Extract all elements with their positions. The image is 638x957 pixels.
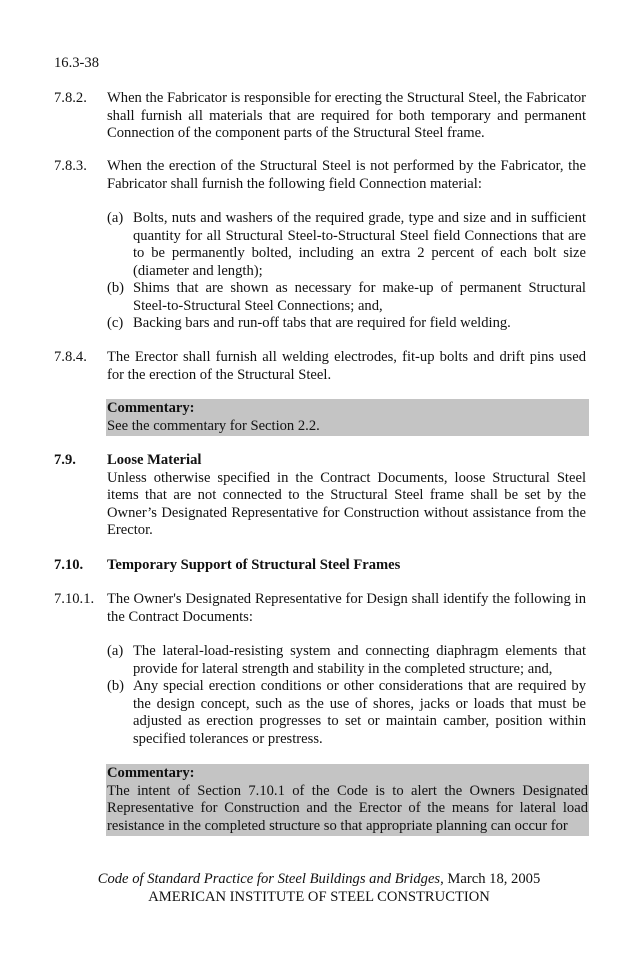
footer-date: , March 18, 2005	[440, 871, 541, 887]
section-title: Temporary Support of Structural Steel Frames	[107, 557, 401, 573]
section-7-10-1	[54, 591, 586, 626]
commentary-box	[106, 764, 589, 836]
list-item	[107, 678, 586, 748]
section-7-8-3	[54, 158, 586, 193]
section-text: When the erection of the Structural Steel is not performed by the Fabricator, the Fabricator shall furnish the following field Connection material:	[107, 158, 586, 192]
section-number: 7.8.3.	[54, 158, 87, 174]
footer	[0, 871, 638, 906]
commentary-text: The intent of Section 7.10.1 of the Code is to alert the Owners Designated Representative for Construction and the Erector of the means for lateral load resistance in the completed structure so that appropriate planning can occur for	[107, 782, 588, 834]
page-number: 16.3-38	[54, 55, 99, 71]
section-text: When the Fabricator is responsible for erecting the Structural Steel, the Fabricator shall furnish all materials that are required for both temporary and permanent Connection of the component parts of the Structural Steel frame.	[107, 90, 586, 142]
list-label: (b)	[107, 678, 125, 694]
section-7-8-2	[54, 90, 586, 143]
footer-title: Code of Standard Practice for Steel Buildings and Bridges	[97, 871, 441, 887]
section-text: The Owner's Designated Representative for Design shall identify the following in the Contract Documents:	[107, 591, 586, 625]
section-number: 7.8.4.	[54, 349, 87, 365]
section-7-10	[54, 557, 586, 575]
section-number: 7.10.	[54, 557, 84, 573]
list-item	[107, 210, 586, 280]
section-number: 7.10.1.	[54, 591, 95, 607]
list-text: Shims that are shown as necessary for make-up of permanent Structural Steel-to-Structural Steel Connections; and,	[133, 280, 586, 314]
list-text: Any special erection conditions or other considerations that are required by the design concept, such as the use of shores, jacks or loads that must be adjusted as erection progresses to set or maintain camber, position within specified tolerances or prestress.	[133, 678, 586, 747]
footer-org: AMERICAN INSTITUTE OF STEEL CONSTRUCTION	[148, 888, 490, 905]
commentary-heading: Commentary:	[107, 400, 195, 416]
section-number: 7.9.	[54, 452, 76, 468]
commentary-box	[106, 399, 589, 436]
list-item	[107, 280, 586, 315]
section-7-8-4	[54, 349, 586, 384]
list-label: (b)	[107, 280, 125, 296]
section-text: The Erector shall furnish all welding electrodes, fit-up bolts and drift pins used for the erection of the Structural Steel.	[107, 349, 586, 383]
list-label: (a)	[107, 643, 124, 659]
list-item	[107, 643, 586, 678]
list-text: Backing bars and run-off tabs that are required for field welding.	[133, 315, 511, 331]
commentary-text: See the commentary for Section 2.2.	[107, 417, 320, 434]
list-label: (a)	[107, 210, 124, 226]
list-label: (c)	[107, 315, 124, 331]
list-text: The lateral-load-resisting system and connecting diaphragm elements that provide for lateral strength and stability in the completed structure; and,	[133, 643, 586, 677]
section-text: Unless otherwise specified in the Contract Documents, loose Structural Steel items that are not connected to the Structural Steel frame shall be set by the Owner’s Designated Representative for Construction without assistance from the Erector.	[107, 469, 586, 539]
section-title: Loose Material	[107, 452, 202, 468]
section-number: 7.8.2.	[54, 90, 87, 106]
commentary-heading: Commentary:	[107, 765, 195, 781]
list-text: Bolts, nuts and washers of the required grade, type and size and in sufficient quantity for all Structural Steel-to-Structural Steel field Connections that are to be permanently bolted, including an extra 2 percent of each bolt size (diameter and length);	[133, 210, 586, 279]
list-item	[107, 315, 586, 333]
section-7-9	[54, 452, 586, 540]
